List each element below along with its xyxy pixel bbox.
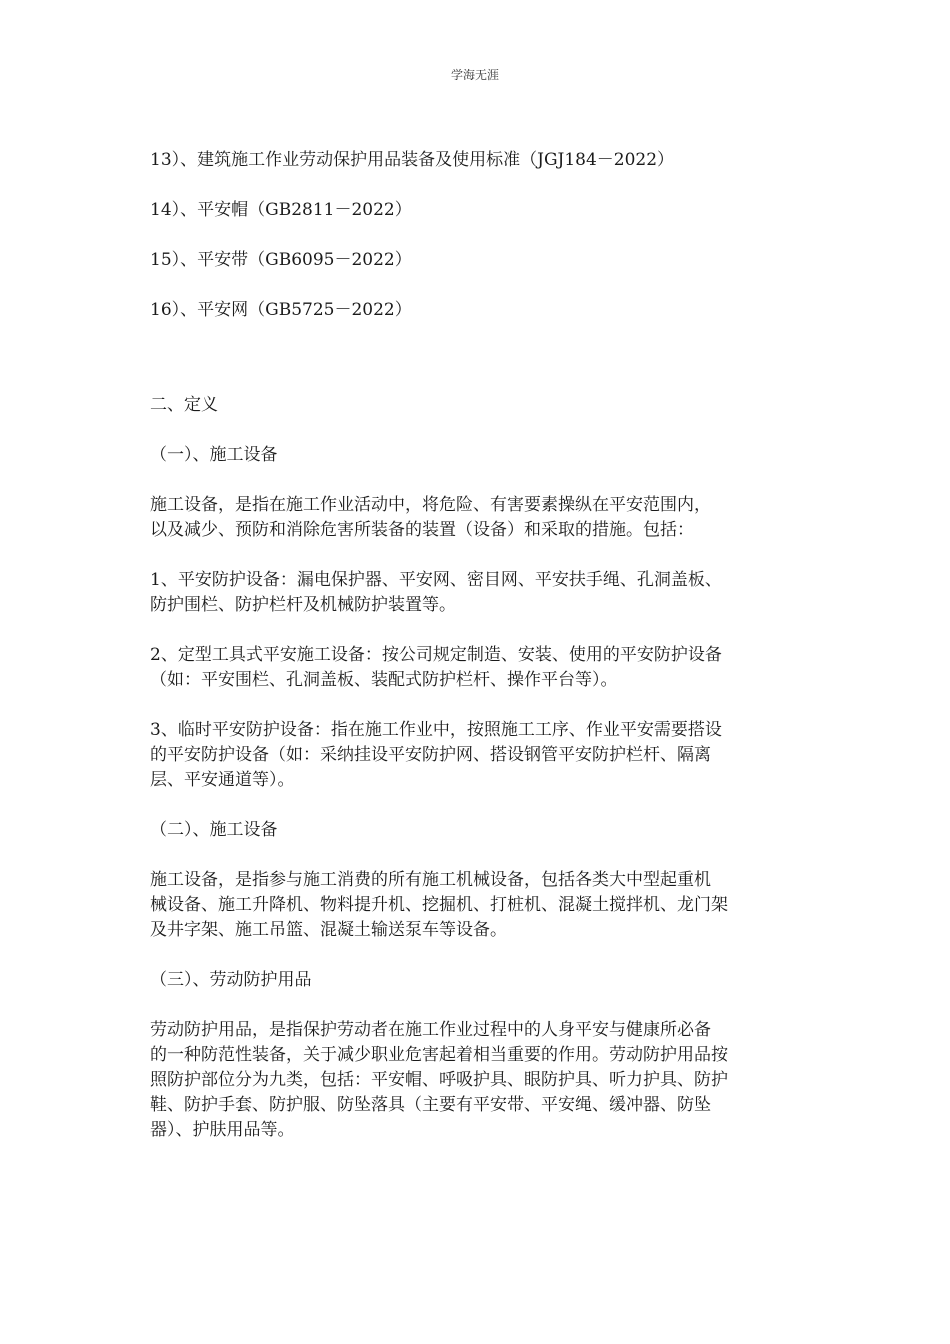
paragraph-line: 层、平安通道等）。 bbox=[150, 770, 295, 790]
paragraph-construction-machinery-definition bbox=[150, 868, 810, 943]
subsection-title-construction-machinery: （二）、施工设备 bbox=[150, 820, 278, 840]
paragraph-line: 械设备、施工升降机、物料提升机、挖掘机、打桩机、混凝土搅拌机、龙门架 bbox=[150, 895, 728, 915]
paragraph-line: 施工设备，是指参与施工消费的所有施工机械设备，包括各类大中型起重机 bbox=[150, 870, 711, 890]
subsection-title-protective-equipment: （三）、劳动防护用品 bbox=[150, 970, 312, 990]
paragraph-line: 的一种防范性装备，关于减少职业危害起着相当重要的作用。劳动防护用品按 bbox=[150, 1045, 728, 1065]
section-title-definitions: 二、定义 bbox=[150, 395, 218, 415]
page-header: 学海无涯 bbox=[450, 68, 499, 82]
standard-item-14: 14）、平安帽（GB2811－2022） bbox=[150, 200, 412, 220]
paragraph-line: 器）、护肤用品等。 bbox=[150, 1120, 295, 1140]
paragraph-line: 及井字架、施工吊篮、混凝土输送泵车等设备。 bbox=[150, 920, 507, 940]
paragraph-line: 鞋、防护手套、防护服、防坠落具（主要有平安带、平安绳、缓冲器、防坠 bbox=[150, 1095, 711, 1115]
standard-item-13: 13）、建筑施工作业劳动保护用品装备及使用标准（JGJ184－2022） bbox=[150, 150, 675, 170]
paragraph-line: 以及减少、预防和消除危害所装备的装置（设备）和采取的措施。包括： bbox=[150, 520, 694, 540]
paragraph-item-3 bbox=[150, 718, 810, 793]
paragraph-line: 2、定型工具式平安施工设备：按公司规定制造、安装、使用的平安防护设备 bbox=[150, 645, 722, 665]
standard-item-15: 15）、平安带（GB6095－2022） bbox=[150, 250, 412, 270]
standard-item-16: 16）、平安网（GB5725－2022） bbox=[150, 300, 412, 320]
paragraph-line: 3、临时平安防护设备：指在施工作业中，按照施工工序、作业平安需要搭设 bbox=[150, 720, 722, 740]
paragraph-line: 防护围栏、防护栏杆及机械防护装置等。 bbox=[150, 595, 456, 615]
paragraph-item-1 bbox=[150, 568, 810, 618]
subsection-title-construction-equipment: （一）、施工设备 bbox=[150, 445, 278, 465]
paragraph-line: 照防护部位分为九类，包括：平安帽、呼吸护具、眼防护具、听力护具、防护 bbox=[150, 1070, 728, 1090]
paragraph-line: 施工设备，是指在施工作业活动中，将危险、有害要素操纵在平安范围内， bbox=[150, 495, 711, 515]
paragraph-construction-equipment-definition bbox=[150, 493, 810, 543]
paragraph-line: 的平安防护设备（如：采纳挂设平安防护网、搭设钢管平安防护栏杆、隔离 bbox=[150, 745, 711, 765]
paragraph-line: 1、平安防护设备：漏电保护器、平安网、密目网、平安扶手绳、孔洞盖板、 bbox=[150, 570, 722, 590]
paragraph-protective-equipment-definition bbox=[150, 1018, 810, 1143]
paragraph-item-2 bbox=[150, 643, 810, 693]
paragraph-line: 劳动防护用品，是指保护劳动者在施工作业过程中的人身平安与健康所必备 bbox=[150, 1020, 711, 1040]
document-body bbox=[150, 148, 810, 1143]
paragraph-line: （如：平安围栏、孔洞盖板、装配式防护栏杆、操作平台等）。 bbox=[150, 670, 618, 690]
